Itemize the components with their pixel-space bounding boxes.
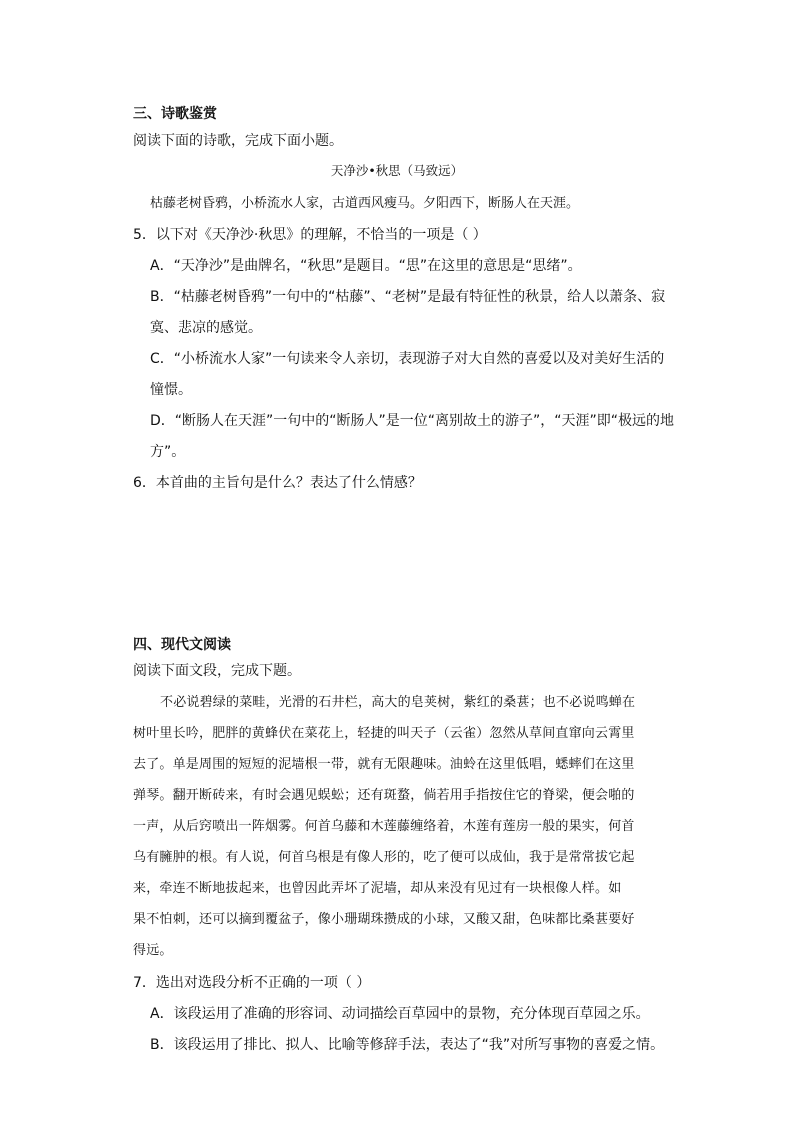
passage-line: 不必说碧绿的菜畦，光滑的石井栏，高大的皂荚树，紫红的桑葚；也不必说鸣蝉在: [160, 695, 636, 710]
passage-line: 去了。单是周围的短短的泥墙根一带，就有无限趣味。油蛉在这里低唱，蟋蟀们在这里: [133, 757, 635, 772]
section-title-modern-reading: 四、现代文阅读: [133, 637, 231, 653]
question-6: 6．本首曲的主旨句是什么？表达了什么情感？: [133, 475, 422, 491]
reading-instruction: 阅读下面文段，完成下题。: [133, 663, 301, 679]
question-5-option-b: B．“枯藤老树昏鸦”一句中的“枯藤”、“老树”是最有特征性的秋景，给人以萧条、寂: [150, 289, 666, 305]
poem-text: 枯藤老树昏鸦，小桥流水人家，古道西风瘦马。夕阳西下，断肠人在天涯。: [150, 196, 580, 211]
question-5-option-c-cont: 憧憬。: [150, 382, 192, 398]
passage-line: 一声，从后窍喷出一阵烟雾。何首乌藤和木莲藤缠络着，木莲有莲房一般的果实，何首: [133, 819, 635, 834]
question-5-option-b-cont: 寞、悲凉的感觉。: [150, 320, 262, 336]
passage-line: 果不怕刺，还可以摘到覆盆子，像小珊瑚珠攒成的小球，又酸又甜，色味都比桑葚要好: [133, 912, 635, 927]
question-5-option-d-cont: 方”。: [150, 444, 186, 460]
question-5-option-d: D．“断肠人在天涯”一句中的“断肠人”是一位“离别故土的游子”，“天涯”即“极远的地: [150, 413, 675, 429]
poetry-instruction: 阅读下面的诗歌，完成下面小题。: [133, 133, 343, 149]
passage-line: 弹琴。翻开断砖来，有时会遇见蜈蚣；还有斑蝥，倘若用手指按住它的脊梁，便会啪的: [133, 788, 635, 803]
question-5-option-a: A．“天净沙”是曲牌名，“秋思”是题目。“思”在这里的意思是“思绪”。: [150, 258, 582, 274]
question-7-stem: 7．选出对选段分析不正确的一项（ ）: [133, 975, 371, 991]
passage-line: 树叶里长吟，肥胖的黄蜂伏在菜花上，轻捷的叫天子（云雀）忽然从草间直窜向云霄里: [133, 726, 635, 741]
poem-title: 天净沙•秋思（马致远）: [330, 163, 464, 178]
question-5-option-c: C．“小桥流水人家”一句读来令人亲切，表现游子对大自然的喜爱以及对美好生活的: [150, 351, 665, 367]
section-title-poetry: 三、诗歌鉴赏: [133, 106, 217, 122]
question-5-stem: 5．以下对《天净沙·秋思》的理解，不恰当的一项是（ ）: [133, 227, 487, 243]
question-7-option-a: A．该段运用了准确的形容词、动词描绘百草园中的景物，充分体现百草园之乐。: [150, 1006, 650, 1022]
passage-line: 乌有臃肿的根。有人说，何首乌根是有像人形的，吃了便可以成仙，我于是常常拔它起: [133, 850, 635, 865]
passage-line: 来，牵连不断地拔起来，也曾因此弄坏了泥墙，却从来没有见过有一块根像人样。如: [133, 881, 622, 896]
passage-line: 得远。: [133, 943, 173, 958]
question-7-option-b: B．该段运用了排比、拟人、比喻等修辞手法，表达了“我”对所写事物的喜爱之情。: [150, 1037, 665, 1053]
